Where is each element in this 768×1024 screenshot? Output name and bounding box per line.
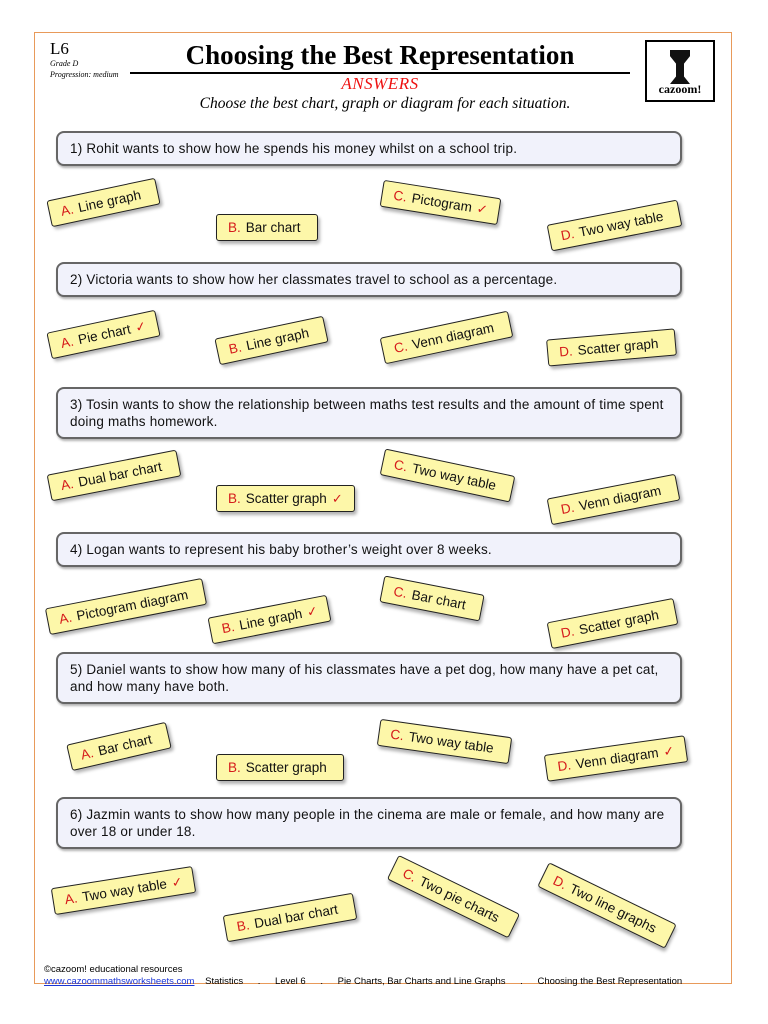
- option-label: Bar chart: [410, 587, 468, 613]
- answers-subtitle: ANSWERS: [341, 74, 419, 93]
- option-label: Two pie charts: [416, 873, 502, 926]
- option-label: Two way table: [407, 729, 495, 756]
- option-letter: C.: [389, 726, 405, 744]
- check-icon: ✓: [133, 318, 148, 336]
- check-icon: [497, 742, 499, 757]
- q1-option-b[interactable]: [216, 214, 318, 241]
- option-label: Pie chart: [76, 321, 133, 348]
- check-icon: ✓: [170, 873, 184, 891]
- option-letter: C.: [392, 583, 409, 601]
- option-letter: A.: [59, 333, 75, 351]
- option-label: Line graph: [76, 187, 143, 216]
- option-letter: D.: [550, 872, 570, 893]
- option-letter: B.: [220, 619, 236, 637]
- breadcrumb-separator: .: [320, 976, 323, 987]
- copyright-text: ©cazoom! educational resources: [44, 964, 183, 975]
- website-link[interactable]: www.cazoommathsworksheets.com: [44, 976, 195, 987]
- option-label: Pictogram: [410, 190, 474, 215]
- option-label: Two way table: [410, 460, 498, 494]
- footer-line: [44, 976, 694, 988]
- check-icon: ✓: [331, 491, 343, 506]
- logo-icon: [670, 50, 690, 84]
- breadcrumb-item: Pie Charts, Bar Charts and Line Graphs: [337, 976, 506, 987]
- check-icon: [191, 586, 194, 601]
- option-letter: D.: [558, 343, 574, 360]
- check-icon: [144, 186, 147, 201]
- option-letter: A.: [59, 475, 75, 494]
- check-icon: ✓: [475, 200, 489, 218]
- option-label: Scatter graph: [576, 335, 660, 358]
- q3-option-b[interactable]: [216, 485, 355, 512]
- option-label: Dual bar chart: [253, 901, 340, 932]
- option-letter: A.: [59, 201, 75, 219]
- option-label: Two line graphs: [567, 880, 659, 936]
- option-label: Venn diagram: [577, 482, 663, 514]
- check-icon: [662, 606, 665, 621]
- option-label: Scatter graph: [245, 760, 327, 775]
- cazoom-logo: [645, 40, 715, 102]
- breadcrumb-item: Level 6: [275, 976, 306, 987]
- check-icon: [497, 319, 500, 334]
- logo-text: cazoom!: [658, 82, 702, 96]
- check-icon: ✓: [305, 602, 320, 620]
- check-icon: [341, 901, 344, 916]
- breadcrumb-item: Choosing the Best Representation: [537, 976, 683, 987]
- breadcrumb: [205, 976, 694, 987]
- option-letter: C.: [392, 338, 409, 356]
- check-icon: [663, 335, 664, 350]
- option-label: Line graph: [237, 605, 304, 633]
- option-letter: B.: [228, 760, 241, 775]
- option-label: Scatter graph: [577, 607, 661, 638]
- option-letter: C.: [400, 865, 420, 885]
- instruction-text: Choose the best chart, graph or diagram for each situation.: [199, 95, 571, 112]
- breadcrumb-item: Statistics: [205, 976, 244, 987]
- option-label: Two way table: [577, 208, 665, 240]
- check-icon: [469, 599, 472, 614]
- option-letter: A.: [79, 745, 96, 763]
- check-icon: [500, 914, 507, 927]
- option-label: Pictogram diagram: [75, 587, 190, 624]
- check-icon: ✓: [662, 742, 676, 760]
- option-letter: D.: [556, 757, 572, 775]
- breadcrumb-separator: .: [520, 976, 523, 987]
- question-5: 5) Daniel wants to show how many of his classmates have a pet dog, how many have a pet cat, and how many have both.: [56, 652, 682, 704]
- option-letter: C.: [392, 456, 409, 475]
- question-3: 3) Tosin wants to show the relationship between maths test results and the amount of time spent doing maths homework.: [56, 387, 682, 439]
- q5-option-b[interactable]: [216, 754, 344, 781]
- footer: [44, 964, 694, 988]
- check-icon: [499, 479, 502, 494]
- option-letter: B.: [228, 491, 241, 506]
- worksheet-meta: [50, 40, 119, 80]
- option-letter: B.: [227, 339, 243, 357]
- option-label: Venn diagram: [574, 745, 660, 772]
- level-label: L6: [50, 39, 69, 58]
- option-letter: A.: [63, 890, 79, 908]
- option-letter: C.: [392, 187, 409, 205]
- progression-label: Progression: medium: [50, 70, 119, 79]
- option-letter: D.: [559, 499, 576, 518]
- option-label: Two way table: [81, 876, 168, 905]
- check-icon: [312, 324, 315, 339]
- check-icon: [165, 458, 168, 473]
- option-label: Bar chart: [245, 220, 301, 235]
- check-icon: [664, 482, 667, 497]
- option-label: Line graph: [244, 325, 311, 354]
- question-1: 1) Rohit wants to show how he spends his money whilst on a school trip.: [56, 131, 682, 166]
- option-label: Scatter graph: [245, 491, 327, 506]
- option-label: Bar chart: [96, 731, 154, 759]
- grade-label: Grade D: [50, 59, 79, 68]
- option-letter: D.: [559, 623, 576, 641]
- option-letter: B.: [228, 220, 241, 235]
- check-icon: [155, 730, 158, 745]
- option-letter: B.: [235, 917, 251, 935]
- check-icon: [657, 925, 664, 938]
- check-icon: [667, 208, 670, 223]
- option-label: Dual bar chart: [76, 458, 164, 490]
- question-6: 6) Jazmin wants to show how many people in the cinema are male or female, and how many are over 18 or under 18.: [56, 797, 682, 849]
- option-label: Venn diagram: [410, 320, 496, 353]
- option-letter: A.: [57, 609, 74, 627]
- page-title: Choosing the Best Representation: [185, 40, 575, 70]
- breadcrumb-separator: .: [257, 976, 261, 987]
- option-letter: D.: [559, 225, 576, 244]
- question-4: 4) Logan wants to represent his baby brother’s weight over 8 weeks.: [56, 532, 682, 567]
- question-2: 2) Victoria wants to show how her classmates travel to school as a percentage.: [56, 262, 682, 297]
